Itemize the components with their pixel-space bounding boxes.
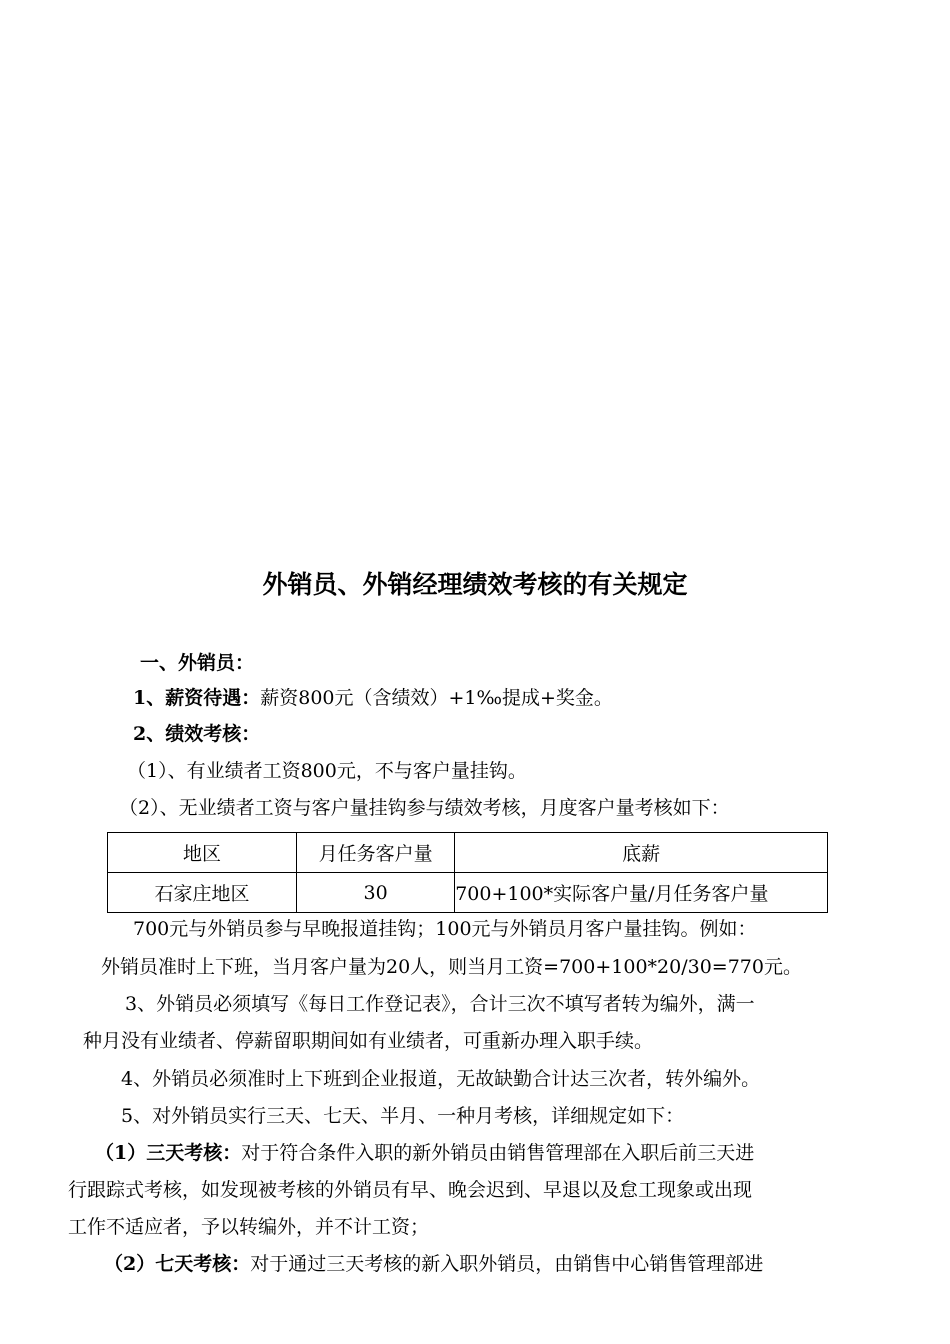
explanation-line-2: 外销员准时上下班，当月客户量为20人，则当月工资=700+100*20/30=770元。 xyxy=(101,956,802,978)
item-salary xyxy=(133,686,613,710)
assessment-7-days-line-1 xyxy=(104,1252,763,1276)
section-heading-sales xyxy=(140,651,254,675)
table-header-cell: 底薪 xyxy=(455,833,828,873)
item-3-line-1: 3、外销员必须填写《每日工作登记表》，合计三次不填写者转为编外，满一 xyxy=(125,993,755,1015)
item-performance-label: 2、绩效考核： xyxy=(133,723,261,745)
sub-item-2: （2）、无业绩者工资与客户量挂钩参与绩效考核，月度客户量考核如下： xyxy=(119,797,730,819)
assessment-3-days-text: 对于符合条件入职的新外销员由销售管理部在入职后前三天进 xyxy=(241,1142,755,1164)
table-header-cell: 月任务客户量 xyxy=(297,833,455,873)
assessment-7-days-text: 对于通过三天考核的新入职外销员，由销售中心销售管理部进 xyxy=(250,1253,764,1275)
table-row xyxy=(108,873,828,913)
table-cell-quota: 30 xyxy=(297,873,455,913)
section-heading-text: 一、外销员： xyxy=(140,652,255,674)
table-cell-region: 石家庄地区 xyxy=(108,873,297,913)
item-4: 4、外销员必须准时上下班到企业报道，无故缺勤合计达三次者，转外编外。 xyxy=(121,1068,761,1090)
assessment-3-days-line-3: 工作不适应者，予以转编外，并不计工资； xyxy=(68,1216,430,1238)
table-header-row xyxy=(108,833,828,873)
item-salary-label: 1、薪资待遇： xyxy=(133,687,261,709)
document-title: 外销员、外销经理绩效考核的有关规定 xyxy=(262,570,688,599)
assessment-3-days-line-2: 行跟踪式考核，如发现被考核的外销员有早、晚会迟到、早退以及怠工现象或出现 xyxy=(68,1179,753,1201)
assessment-3-days-label: （1）三天考核： xyxy=(95,1142,242,1164)
item-performance xyxy=(133,722,260,746)
sub-item-1: （1）、有业绩者工资800元，不与客户量挂钩。 xyxy=(127,760,527,782)
item-3-line-2: 种月没有业绩者、停薪留职期间如有业绩者，可重新办理入职手续。 xyxy=(83,1030,654,1052)
assessment-7-days-label: （2）七天考核： xyxy=(104,1253,251,1275)
item-salary-text: 薪资800元（含绩效）+1‰提成+奖金。 xyxy=(260,687,613,709)
assessment-3-days-line-1 xyxy=(95,1141,754,1165)
customer-quota-table xyxy=(107,832,828,913)
explanation-line-1: 700元与外销员参与早晚报道挂钩；100元与外销员月客户量挂钩。例如： xyxy=(133,918,757,940)
table-cell-base-salary: 700+100*实际客户量/月任务客户量 xyxy=(455,873,828,913)
table-header-cell: 地区 xyxy=(108,833,297,873)
item-5: 5、对外销员实行三天、七天、半月、一种月考核，详细规定如下： xyxy=(121,1105,685,1127)
